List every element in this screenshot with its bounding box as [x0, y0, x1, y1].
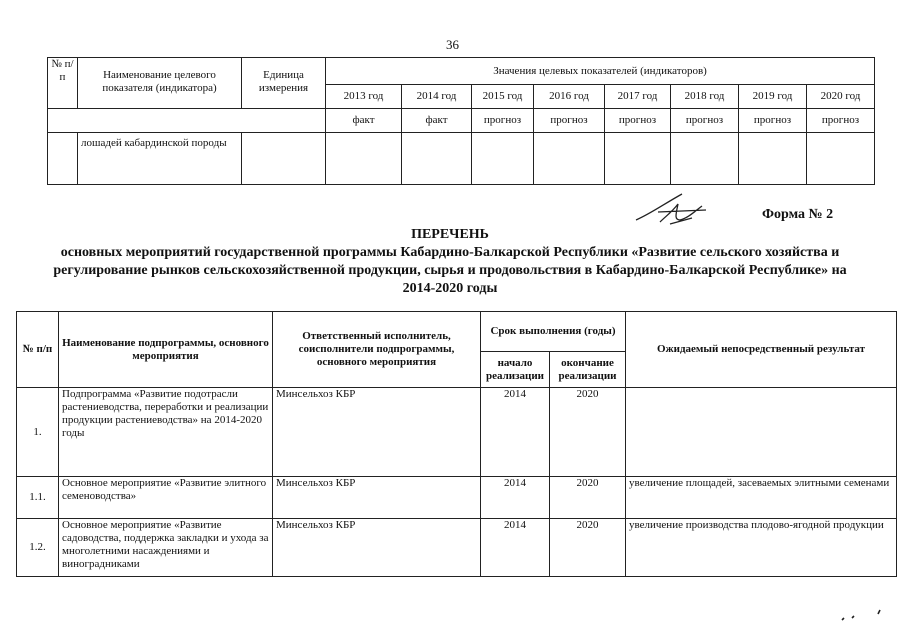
row-activity: Основное мероприятие «Развитие элитного семеноводства» [59, 477, 273, 519]
table-row-name: лошадей кабардинской породы [78, 133, 242, 185]
row-executor: Минсельхоз КБР [273, 388, 481, 477]
indicators-table [47, 57, 875, 185]
header-activity-name: Наименование подпрограммы, основного мероприятия [59, 312, 273, 388]
table-row [17, 477, 897, 519]
table-row [17, 388, 897, 477]
title-heading: ПЕРЕЧЕНЬ [411, 227, 489, 242]
table-cell [534, 133, 605, 185]
header-values-group: Значения целевых показателей (индикаторов) [326, 58, 875, 85]
table-cell [739, 133, 807, 185]
type-cell: факт [326, 109, 402, 133]
row-executor: Минсельхоз КБР [273, 519, 481, 577]
type-cell: прогноз [534, 109, 605, 133]
title-subheading: основных мероприятий государственной программы Кабардино-Балкарской Республики «Развитие сельского хозяйства и регулирование рынков сельскохозяйственной продукции, сырья и продовольствия в Кабардино-Балкарской Республике» на 2014-2020 годы [53, 245, 847, 296]
header-num: № п/п [17, 312, 59, 388]
type-cell: прогноз [739, 109, 807, 133]
row-end: 2020 [550, 519, 626, 577]
type-cell: прогноз [605, 109, 671, 133]
header-end: окончание реализации [550, 352, 626, 388]
form-label: Форма № 2 [762, 207, 834, 222]
year-cell: 2017 год [605, 85, 671, 109]
year-cell: 2018 год [671, 85, 739, 109]
ink-mark-icon [838, 606, 888, 626]
type-cell: прогноз [671, 109, 739, 133]
year-cell: 2020 год [807, 85, 875, 109]
table-cell [326, 133, 402, 185]
row-end: 2020 [550, 477, 626, 519]
year-cell: 2019 год [739, 85, 807, 109]
year-cell: 2014 год [402, 85, 472, 109]
type-cell: прогноз [472, 109, 534, 133]
header-indicator-name: Наименование целевого показателя (индикатора) [78, 58, 242, 109]
table-row-num [48, 133, 78, 185]
table-row [17, 519, 897, 577]
row-num: 1.1. [17, 477, 59, 519]
type-cell: прогноз [807, 109, 875, 133]
header-start: начало реализации [481, 352, 550, 388]
row-num: 1.2. [17, 519, 59, 577]
row-num: 1. [17, 388, 59, 477]
table-cell [472, 133, 534, 185]
row-start: 2014 [481, 477, 550, 519]
table-cell [671, 133, 739, 185]
document-title [40, 226, 860, 298]
year-cell: 2016 год [534, 85, 605, 109]
row-end: 2020 [550, 388, 626, 477]
year-cell: 2015 год [472, 85, 534, 109]
page-number: 36 [446, 37, 459, 52]
row-result: увеличение площадей, засеваемых элитными семенами [626, 477, 897, 519]
header-result: Ожидаемый непосредственный результат [626, 312, 897, 388]
table-cell [605, 133, 671, 185]
row-result: увеличение производства плодово-ягодной продукции [626, 519, 897, 577]
row-start: 2014 [481, 519, 550, 577]
row-result [626, 388, 897, 477]
row-executor: Минсельхоз КБР [273, 477, 481, 519]
activities-table [16, 311, 897, 577]
header-unit: Единица измерения [242, 58, 326, 109]
row-activity: Подпрограмма «Развитие подотрасли растениеводства, переработки и реализации продукции растениеводства» на 2014-2020 годы [59, 388, 273, 477]
signature-icon [630, 190, 710, 230]
row-activity: Основное мероприятие «Развитие садоводства, поддержка закладки и ухода за многолетними насаждениями и виноградниками [59, 519, 273, 577]
row-start: 2014 [481, 388, 550, 477]
header-period: Срок выполнения (годы) [481, 312, 626, 352]
type-cell: факт [402, 109, 472, 133]
table-cell [807, 133, 875, 185]
header-num: № п/п [48, 58, 78, 109]
table-cell [402, 133, 472, 185]
header-executor: Ответственный исполнитель, соисполнители подпрограммы, основного мероприятия [273, 312, 481, 388]
table-cell [242, 133, 326, 185]
year-cell: 2013 год [326, 85, 402, 109]
type-empty-cell [48, 109, 326, 133]
